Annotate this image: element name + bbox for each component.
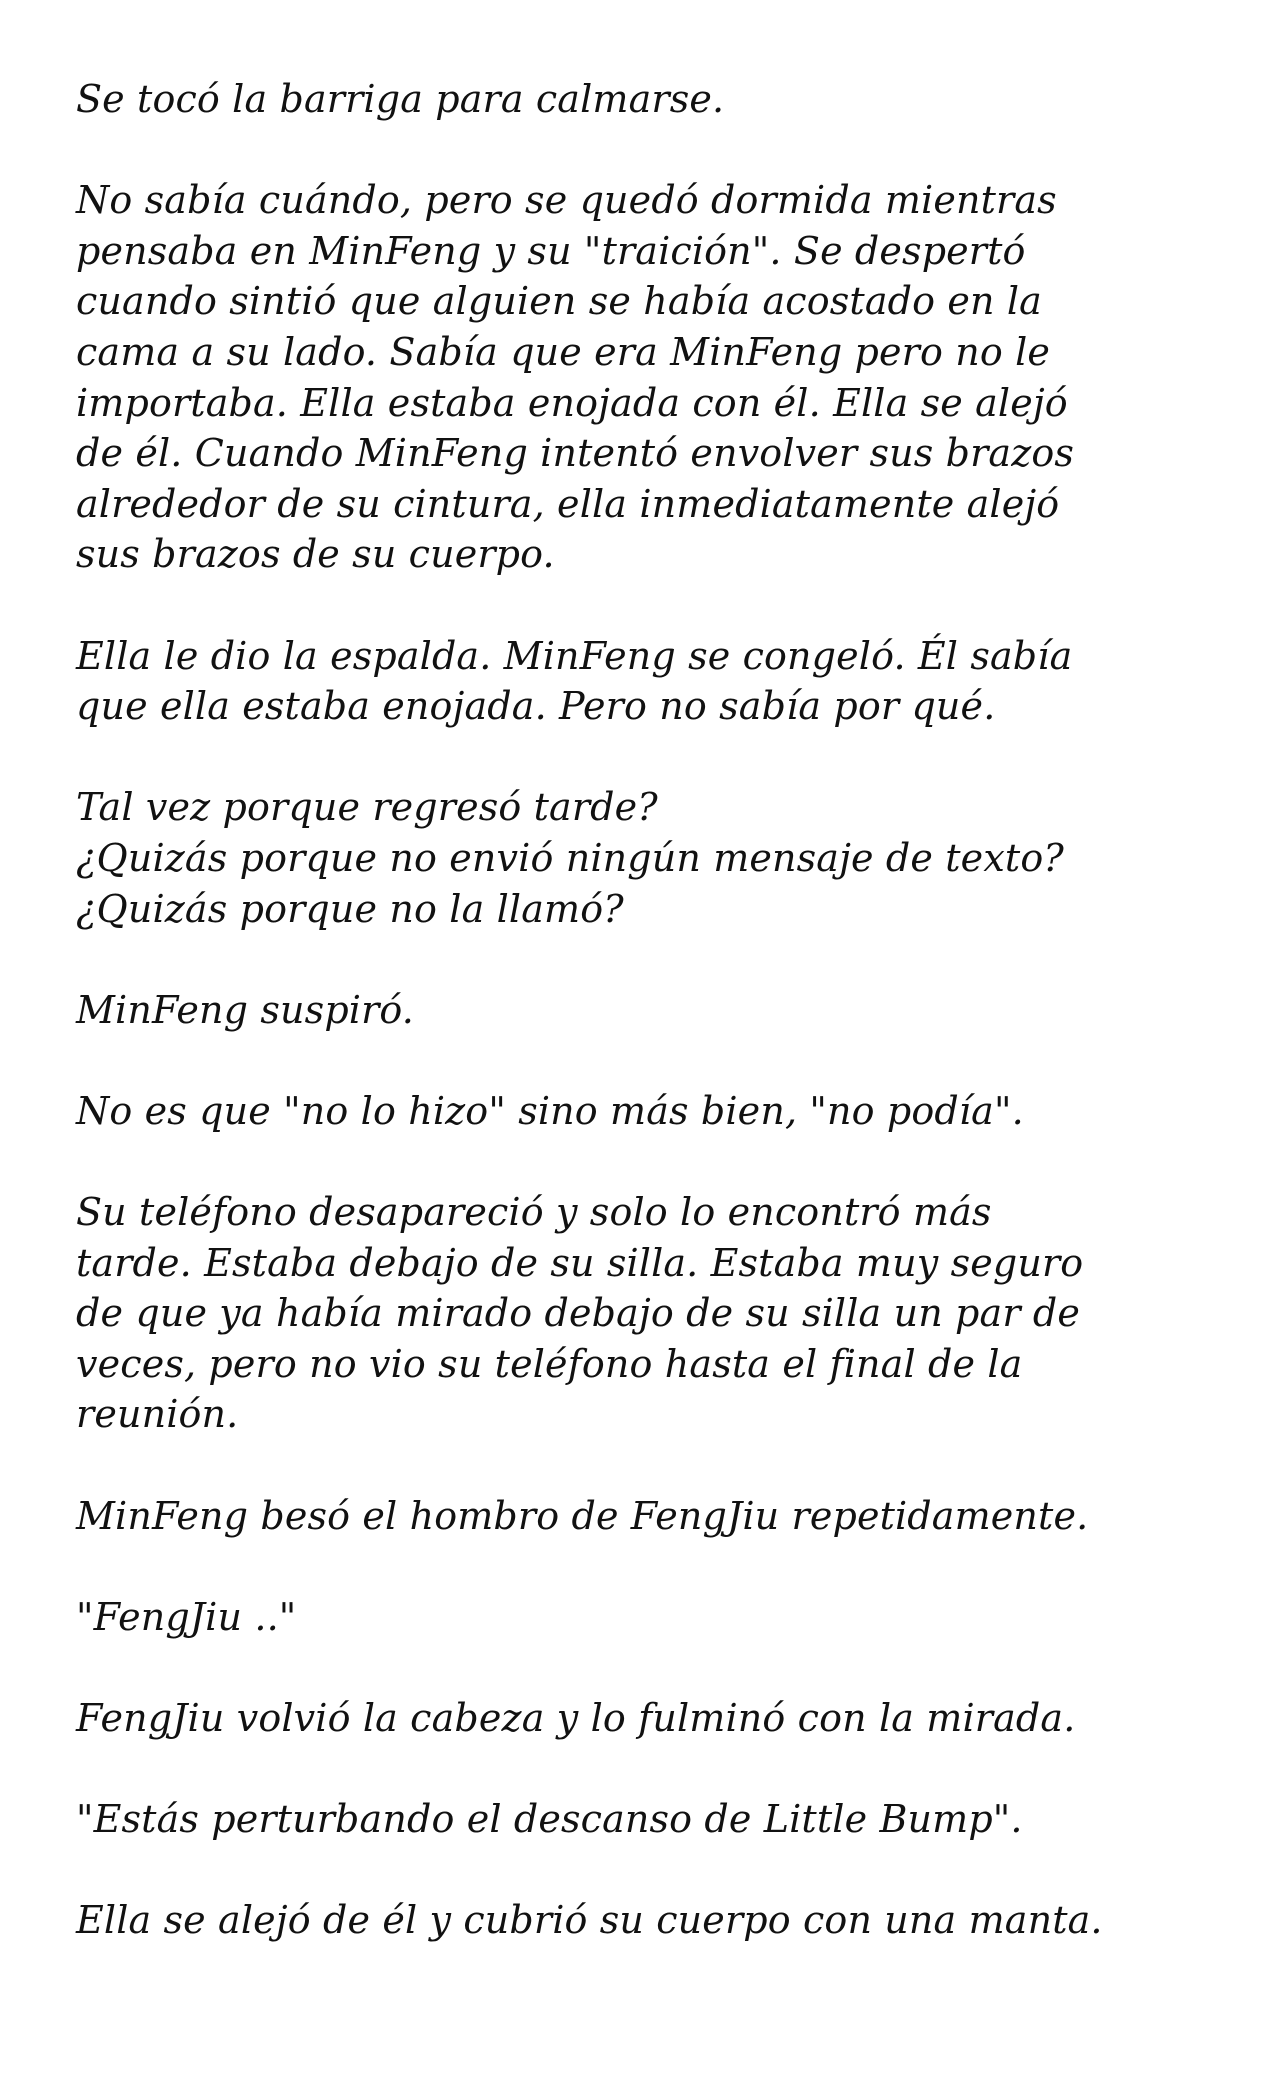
paragraph-10: FengJiu volvió la cabeza y lo fulminó con la mirada.: [76, 1696, 1076, 1740]
paragraph-6: No es que "no lo hizo" sino más bien, "no podía".: [76, 1088, 1024, 1133]
paragraph-1: Se tocó la barriga para calmarse.: [76, 77, 725, 121]
paragraph-8: MinFeng besó el hombro de FengJiu repetidamente.: [76, 1493, 1089, 1538]
paragraph-12: Ella se alejó de él y cubrió su cuerpo con una manta.: [76, 1898, 1103, 1943]
paragraph-3: Ella le dio la espalda. MinFeng se congeló. Él sabía que ella estaba enojada. Pero no sabía por qué.: [76, 633, 1073, 729]
story-text: [76, 74, 1226, 1997]
paragraph-7: Su teléfono desapareció y solo lo encontró más tarde. Estaba debajo de su silla. Estaba muy seguro de que ya había mirado debajo de su silla un par de veces, pero no vio su teléfono hasta el final de la reunión.: [76, 1190, 1084, 1437]
paragraph-9: "FengJiu ..": [76, 1594, 297, 1639]
paragraph-5: MinFeng suspiró.: [76, 987, 414, 1032]
paragraph-11: "Estás perturbando el descanso de Little Bump".: [76, 1797, 1023, 1842]
paragraph-2: No sabía cuándo, pero se quedó dormida mientras pensaba en MinFeng y su "traición". Se despertó cuando sintió que alguien se había acostado en la cama a su lado. Sabía que era MinFeng pero no le importaba. Ella estaba enojada con él. Ella se alejó de él. Cuando MinFeng intentó envolver sus brazos alrededor de su cintura, ella inmediatamente alejó sus brazos de su cuerpo.: [76, 178, 1075, 577]
paragraph-4: Tal vez porque regresó tarde? ¿Quizás porque no envió ningún mensaje de texto? ¿Quizás porque no la llamó?: [76, 785, 1064, 931]
